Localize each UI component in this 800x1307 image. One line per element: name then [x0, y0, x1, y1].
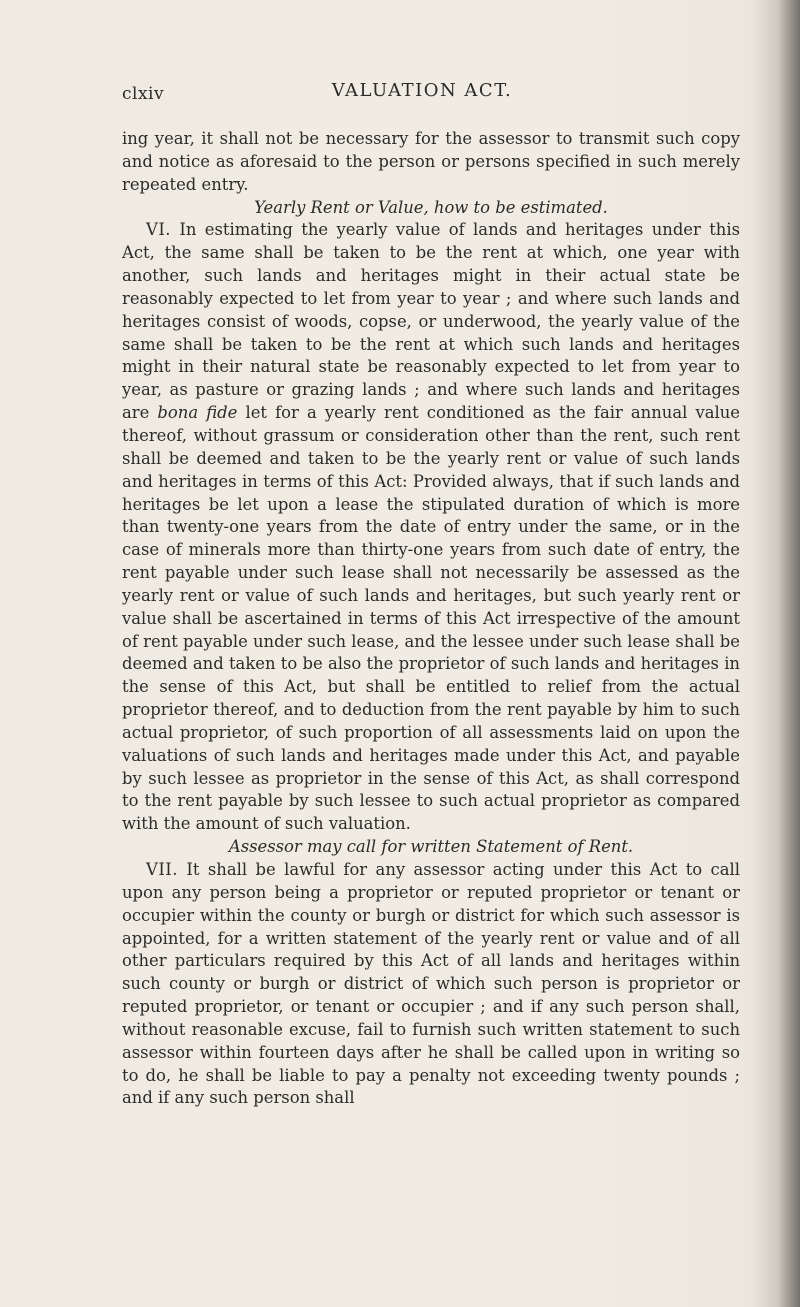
page-number: clxiv — [122, 84, 165, 104]
section-text: In estimating the yearly value of lands and heritages under this Act, the same shall be taken to be the rent at which, one year with another, such lands and heritages might in their actual state be reasonably expected to let from year to year ; and where such lands and heritages consist of woods, copse, or underwood, the yearly value of the same shall be taken to be the rent at which such lands and heritages might in their natural state be reasonably expected to let from year to year, as pasture or grazing lands ; and where such lands and heritages are — [122, 220, 740, 423]
italic-phrase: bona fide — [157, 403, 238, 423]
page-spine-shadow — [778, 0, 800, 1307]
continuation-paragraph: ing year, it shall not be necessary for the assessor to transmit such copy and notice as aforesaid to the person or persons specified in such merely repeated entry. — [122, 129, 740, 194]
section-paragraph — [122, 859, 740, 1110]
section-paragraph — [122, 219, 740, 836]
section-text: It shall be lawful for any assessor acting under this Act to call upon any person being a proprietor or reputed proprietor or tenant or occupier within the county or burgh or district for which such assessor is appointed, for a written statement of the yearly rent or value and of all other particulars required by this Act of all lands and heritages within such county or burgh or district of which such person is proprietor or reputed proprietor, or tenant or occupier ; and if any such person shall, without reasonable excuse, fail to furnish such written statement to such assessor within fourteen days after he shall be called upon in writing so to do, he shall be liable to pay a penalty not exceeding twenty pounds ; and if any such person shall — [122, 860, 740, 1108]
page-header — [122, 80, 722, 110]
section-number: VI. — [146, 220, 172, 240]
section-text: let for a yearly rent conditioned as the fair annual value thereof, without grassum or consideration other than the rent, such rent shall be deemed and taken to be the yearly rent or value of such lands and heritages in terms of this Act: Provided always, that if such lands and heritages be let upon a lease the stipulated duration of which is more than twenty-one years from the date of entry under the same, or in the case of minerals more than thirty-one years from such date of entry, the rent payable under such lease shall not necessarily be assessed as the yearly rent or value of such lands and heritages, but such yearly rent or value shall be ascertained in terms of this Act irrespective of the amount of rent payable under such lease, and the lessee under such lease shall be deemed and taken to be also the proprietor of such lands and heritages in the sense of this Act, but shall be entitled to relief from the actual proprietor thereof, and to deduction from the rent payable by him to such actual proprietor, of such proportion of all assessments laid on upon the valuations of such lands and heritages made under this Act, and payable by such lessee as proprietor in the sense of this Act, as shall correspond to the rent payable by such lessee to such actual proprietor as compared with the amount of such valuation. — [122, 403, 740, 834]
body-text — [122, 128, 740, 1110]
section-heading: Assessor may call for written Statement of Rent. — [228, 837, 634, 857]
section-heading: Yearly Rent or Value, how to be estimated. — [254, 197, 608, 217]
running-head: VALUATION ACT. — [331, 80, 513, 101]
section-number: VII. — [146, 860, 178, 879]
